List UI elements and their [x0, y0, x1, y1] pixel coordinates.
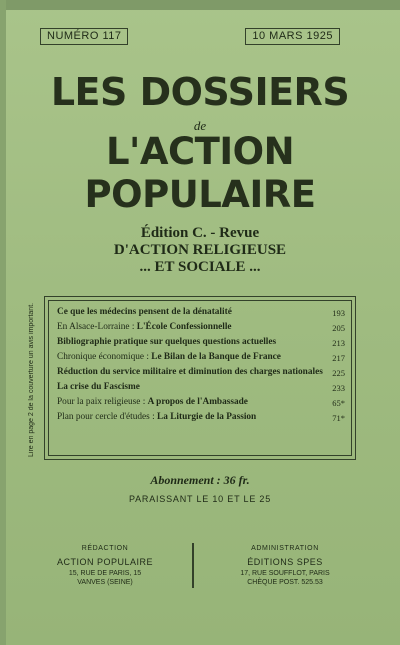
toc-entry-text — [57, 322, 323, 334]
footer-divider — [192, 543, 194, 588]
cover-edge-top — [0, 0, 400, 10]
edition-block — [0, 225, 400, 276]
side-note: Lire en page 2 de la couverture un avis important. — [28, 302, 35, 458]
toc-entry-section: Plan pour cercle d'études : — [57, 412, 158, 422]
toc-entry — [57, 382, 345, 394]
toc-entry-text — [57, 382, 323, 394]
toc-entry-text — [57, 397, 323, 409]
issue-number: NUMÉRO 117 — [40, 28, 128, 45]
toc-entry — [57, 307, 345, 319]
toc-entry — [57, 367, 345, 379]
toc-entry-section: Chronique économique : — [57, 352, 152, 362]
administration-block — [200, 545, 370, 586]
toc-entry-text — [57, 412, 323, 424]
toc-entry-page: 205 — [332, 323, 345, 333]
subscription-price: Abonnement : 36 fr. — [150, 473, 250, 487]
administration-name: ÉDITIONS SPES — [247, 557, 323, 567]
administration-heading: ADMINISTRATION — [251, 545, 319, 552]
toc-entry-page: 233 — [332, 383, 345, 393]
toc-entry-text — [57, 352, 323, 364]
toc-entry-title: La crise du Fascisme — [57, 382, 140, 392]
publication-frequency: PARAISSANT LE 10 ET LE 25 — [128, 494, 272, 504]
administration-account: CHÈQUE POST. 525.53 — [247, 579, 323, 586]
toc-entry — [57, 337, 345, 349]
edition-line-3: ... ET SOCIALE ... — [139, 259, 261, 275]
toc-entry-section: Pour la paix religieuse : — [57, 397, 148, 407]
toc-entry-text — [57, 367, 323, 379]
issue-date: 10 MARS 1925 — [245, 28, 340, 45]
toc-entry-page: 193 — [332, 308, 345, 318]
toc-entry — [57, 412, 345, 424]
table-of-contents — [44, 296, 356, 460]
toc-entry-text — [57, 307, 323, 319]
toc-entry-page: 225 — [332, 368, 345, 378]
toc-entry-title: Bibliographie pratique sur quelques questions actuelles — [57, 337, 277, 347]
toc-entry-section: En Alsace-Lorraine : — [57, 322, 137, 332]
toc-entry — [57, 322, 345, 334]
toc-entry-title: Réduction du service militaire et diminution des charges nationales — [57, 367, 323, 377]
redaction-heading: RÉDACTION — [81, 545, 129, 552]
edition-line-2: D'ACTION RELIGIEUSE — [113, 242, 287, 258]
title-les-dossiers: LES DOSSIERS — [50, 70, 350, 114]
administration-address: 17, RUE SOUFFLOT, PARIS — [240, 570, 330, 577]
toc-entry-page: 71* — [332, 413, 345, 423]
toc-entry — [57, 352, 345, 364]
toc-entry-title: Le Bilan de la Banque de France — [151, 352, 281, 362]
redaction-address: 15, RUE DE PARIS, 15 — [68, 570, 142, 577]
toc-entry-text — [57, 337, 323, 349]
toc-entry-title: Ce que les médecins pensent de la dénatalité — [57, 307, 232, 317]
toc-entry-title: L'École Confessionnelle — [136, 322, 232, 332]
redaction-city: VANVES (SEINE) — [77, 579, 133, 586]
redaction-name: ACTION POPULAIRE — [56, 557, 154, 567]
header-line — [40, 28, 340, 46]
toc-entry-title: A propos de l'Ambassade — [147, 397, 248, 407]
toc-inner-frame — [48, 300, 352, 456]
toc-entry-title: La Liturgie de la Passion — [157, 412, 257, 422]
edition-line-1: Édition C. - Revue — [140, 225, 260, 241]
toc-entry-page: 217 — [332, 353, 345, 363]
redaction-block — [20, 545, 190, 586]
toc-entry-page: 213 — [332, 338, 345, 348]
title-de: de — [193, 118, 207, 133]
toc-entry-page: 65* — [332, 398, 345, 408]
title-action-populaire: L'ACTION POPULAIRE — [84, 130, 316, 216]
toc-entry — [57, 397, 345, 409]
